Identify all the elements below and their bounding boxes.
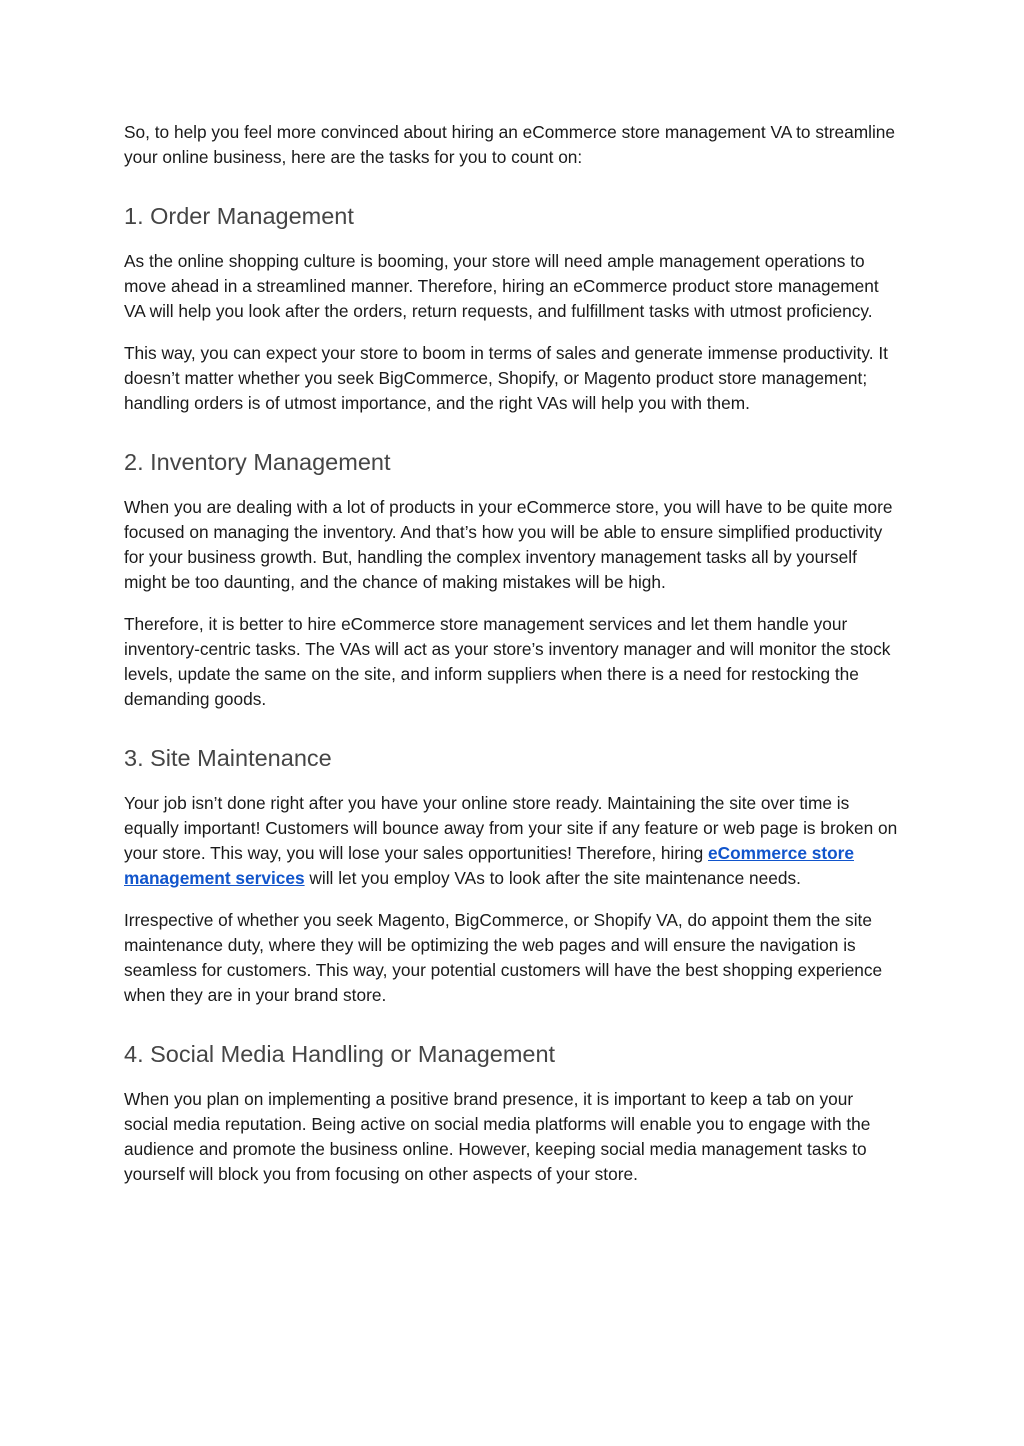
paragraph: Irrespective of whether you seek Magento, BigCommerce, or Shopify VA, do appoint them the site maintenance duty, where they will be optimizing the web pages and will ensure the navigation is seamless for customers. This way, your potential customers will have the best shopping experience when they are in your brand store. [124,910,883,1005]
heading-order-management: 1. Order Management [124,203,354,229]
paragraph-with-link [124,791,900,891]
heading-social-media-management: 4. Social Media Handling or Management [124,1041,556,1067]
paragraph-text: Your job isn’t done right after you have your online store ready. Maintaining the site over time is equally important! Customers will bounce away from your site if any feature or web page is broken on your store. This way, you will lose your sales opportunities! Therefore, hiring [124,793,898,863]
heading-site-maintenance: 3. Site Maintenance [124,745,332,771]
paragraph: As the online shopping culture is booming, your store will need ample management operations to move ahead in a streamlined manner. Therefore, hiring an eCommerce product store management VA will help you look after the orders, return requests, and fulfillment tasks with utmost proficiency. [124,251,879,321]
paragraph: When you are dealing with a lot of products in your eCommerce store, you will have to be quite more focused on managing the inventory. And that’s how you will be able to ensure simplified productivity for your business growth. But, handling the complex inventory management tasks all by yourself might be too daunting, and the chance of making mistakes will be high. [124,497,893,592]
paragraph: This way, you can expect your store to boom in terms of sales and generate immense productivity. It doesn’t matter whether you seek BigCommerce, Shopify, or Magento product store management; handling orders is of utmost importance, and the right VAs will help you with them. [124,343,888,413]
heading-inventory-management: 2. Inventory Management [124,449,391,475]
ecommerce-store-management-services-link[interactable]: eCommerce store management services [124,843,854,888]
paragraph: When you plan on implementing a positive brand presence, it is important to keep a tab on your social media reputation. Being active on social media platforms will enable you to engage with the audience and promote the business online. However, keeping social media management tasks to yourself will block you from focusing on other aspects of your store. [124,1089,871,1184]
document-page [124,120,900,1204]
paragraph: Therefore, it is better to hire eCommerce store management services and let them handle your inventory-centric tasks. The VAs will act as your store’s inventory manager and will monitor the stock levels, update the same on the site, and inform suppliers when there is a need for restocking the demanding goods. [124,614,891,709]
paragraph-text: will let you employ VAs to look after the site maintenance needs. [304,868,801,888]
intro-paragraph: So, to help you feel more convinced about hiring an eCommerce store management VA to streamline your online business, here are the tasks for you to count on: [124,122,896,167]
